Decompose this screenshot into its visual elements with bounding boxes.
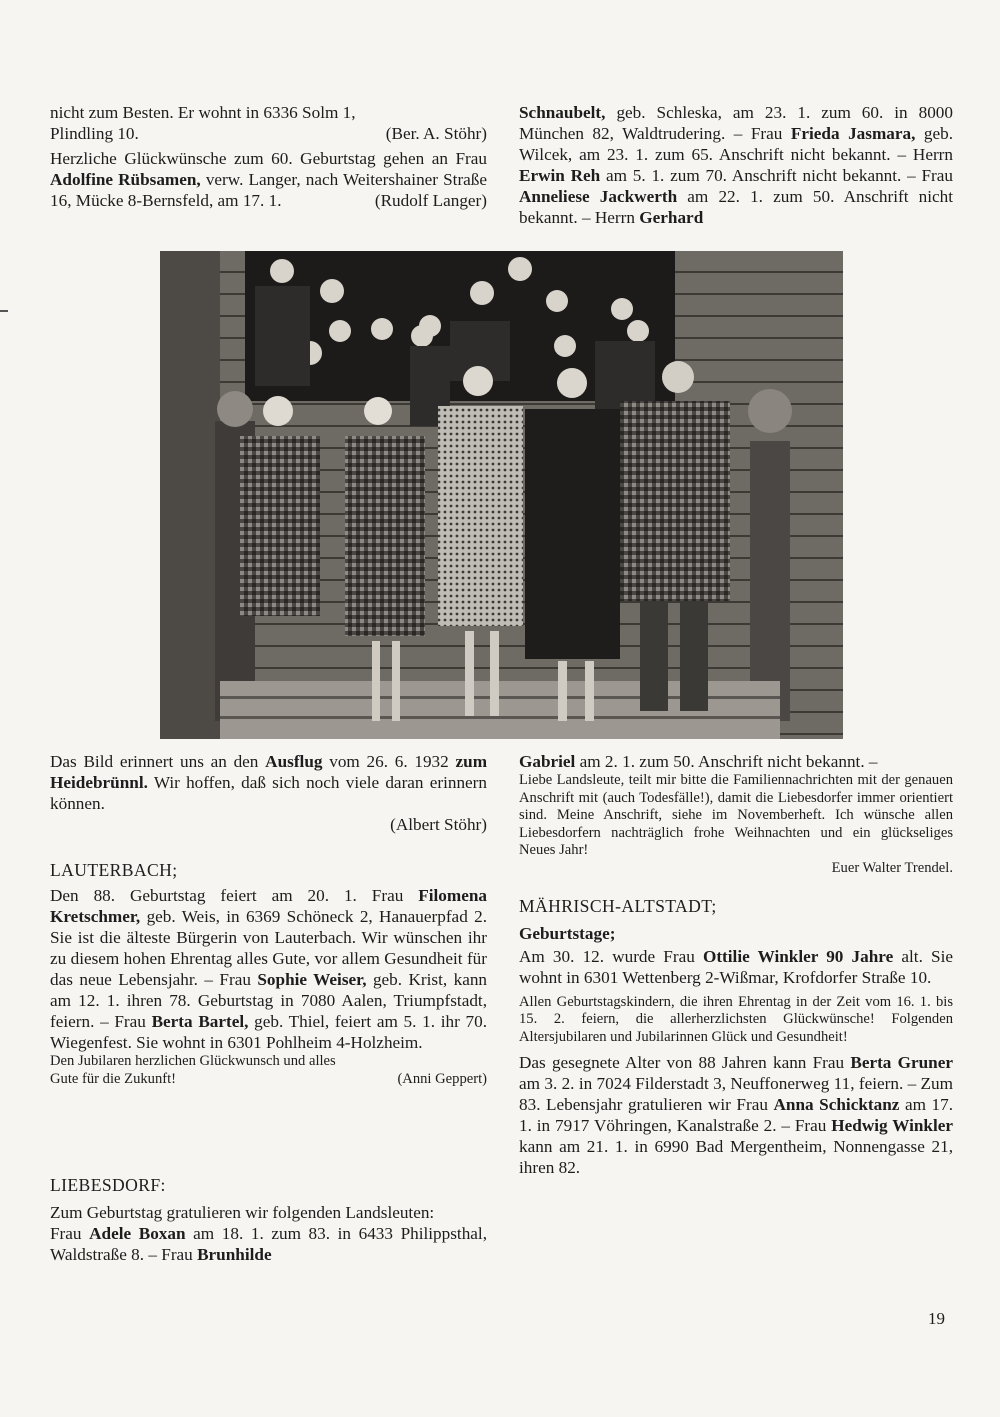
small-letter: Liebe Landsleute, teilt mir bitte die Familiennachrichten mit der genauen Anschrift mit (auch Todesfälle!), damit die Liebesdorfer immer orientiert sind. Meine Anschrift, siehe im Novemberheft. Ich wünsche allen Liebesdorfern nachträglich frohe Weihnachten und ein glückseliges Neues Jahr! Euer Walter Trendel. — [519, 772, 953, 876]
page-number: 19 — [928, 1309, 945, 1328]
small-greeting: Allen Geburtstagskindern, die ihren Ehrentag in der Zeit vom 16. 1. bis 15. 2. feiern, die allerherzlichsten Glückwünsche! Folgenden Altersjubilaren und Jubilarinnen Glück und Gesundheit! — [519, 993, 953, 1045]
person-name: Brunhilde — [197, 1245, 272, 1264]
section-liebesdorf — [50, 1175, 487, 1265]
person-name: Frieda Jasmara, — [790, 124, 916, 143]
photo-caption: Das Bild erinnert uns an den Ausflug vom 26. 6. 1932 zum Heidebrünnl. Wir hoffen, daß sich noch viele daran erinnern können. (Albert Stöhr) — [50, 752, 488, 834]
person-name: Erwin Reh — [519, 166, 601, 185]
person-name: Adele Boxan — [89, 1224, 186, 1243]
right-top-column — [519, 102, 953, 228]
person-name: Anna Schicktanz — [773, 1095, 900, 1115]
person-name: Schnaubelt, — [519, 103, 606, 122]
small-greeting: Den Jubilaren herzlichen Glückwunsch und alles Gute für die Zukunft! (Anni Geppert) — [50, 1053, 487, 1087]
section-lauterbach — [50, 860, 487, 1088]
paragraph-gabriel: Gabriel am 2. 1. zum 50. Anschrift nicht bekannt. – — [519, 752, 878, 771]
signature: (Ber. A. Stöhr) — [385, 124, 487, 143]
person-name: Hedwig Winkler — [831, 1116, 953, 1136]
left-top-column — [50, 102, 487, 211]
group-photo — [160, 251, 843, 739]
right-bottom-column — [519, 751, 953, 1178]
group-photo-icon — [160, 251, 843, 739]
subheading: Geburtstage; — [519, 923, 616, 943]
signature: (Albert Stöhr) — [390, 815, 487, 834]
person-name: Anneliese Jackwerth — [519, 187, 678, 206]
person-name: Filomena Kretschmer, — [50, 886, 487, 926]
paragraph-altstadt-birthdays: Das gesegnete Alter von 88 Jahren kann Frau Berta Gruner am 3. 2. in 7024 Filderstadt 3, Neuffonerweg 11, feiern. – Zum 83. Lebensjahr gratulieren wir Frau Anna Schicktanz am 17. 1. in 7917 Vöhringen, Kanalstraße 2. – Frau Hedwig Winkler kann am 21. 1. in 6990 Bad Mergentheim, Nonnengasse 21, ihren 82. — [519, 1053, 954, 1178]
person-name: Berta Gruner — [850, 1053, 953, 1073]
section-heading: MÄHRISCH-ALTSTADT; — [519, 895, 717, 916]
person-name: Ottilie Winkler 90 Jahre — [702, 946, 894, 966]
signature: Euer Walter Trendel. — [831, 859, 953, 876]
paragraph-winkler: Am 30. 12. wurde Frau Ottilie Winkler 90 Jahre alt. Sie wohnt in 6301 Wettenberg 2-Wißmar, Krofdorfer Straße 10. — [519, 946, 953, 987]
paragraph-ruebsamen: Herzliche Glückwünsche zum 60. Geburtstag gehen an Frau Adolfine Rübsamen, verw. Langer, nach Weitershainer Straße 16, Mücke 8-Bernsfeld, am 17. 1. (Rudolf Langer) — [50, 149, 488, 210]
address-text: Plindling 10. — [50, 124, 139, 143]
paragraph-birthdays: Schnaubelt, geb. Schleska, am 23. 1. zum 60. in 8000 München 82, Waldtrudering. – Frau Frieda Jasmara, geb. Wilcek, am 23. 1. zum 65. Anschrift nicht bekannt. – Herrn Erwin Reh am 5. 1. zum 70. Anschrift nicht bekannt. – Frau Anneliese Jackwerth am 22. 1. zum 50. Anschrift nicht bekannt. – Herrn Gerhard — [519, 103, 954, 227]
margin-mark — [0, 310, 8, 312]
person-name: Adolfine Rübsamen, — [50, 170, 201, 189]
person-name: Sophie Weiser, — [257, 970, 367, 989]
signature: (Rudolf Langer) — [374, 191, 487, 210]
section-heading: LAUTERBACH; — [50, 860, 178, 880]
person-name: Berta Bartel, — [151, 1012, 249, 1031]
person-name: Gabriel — [519, 752, 576, 771]
signature: (Anni Geppert) — [397, 1070, 487, 1087]
person-name: Gerhard — [639, 208, 704, 227]
section-heading: LIEBESDORF: — [50, 1175, 166, 1195]
paragraph-stoehr: nicht zum Besten. Er wohnt in 6336 Solm 1, Plindling 10. (Ber. A. Stöhr) — [50, 103, 487, 143]
paragraph-liebesdorf: Zum Geburtstag gratulieren wir folgenden Landsleuten: Frau Adele Boxan am 18. 1. zum 83. in 6433 Philippsthal, Waldstraße 8. – Frau Brunhilde — [50, 1203, 488, 1264]
paragraph-lauterbach: Den 88. Geburtstag feiert am 20. 1. Frau Filomena Kretschmer, geb. Weis, in 6369 Schöneck 2, Hanauerpfad 2. Sie ist die älteste Bürgerin von Lauterbach. Wir wünschen ihr zu diesem hohen Ehrentag alles Gute, vor allem Gesundheit für das neue Lebensjahr. – Frau Sophie Weiser, geb. Krist, kann am 12. 1. ihren 78. Geburtstag in 7080 Aalen, Triumpfstadt, feiern. – Frau Berta Bartel, geb. Thiel, feiert am 5. 1. ihr 70. Wiegenfest. Sie wohnt in 6301 Pohlheim 4-Holzheim. — [50, 886, 488, 1052]
